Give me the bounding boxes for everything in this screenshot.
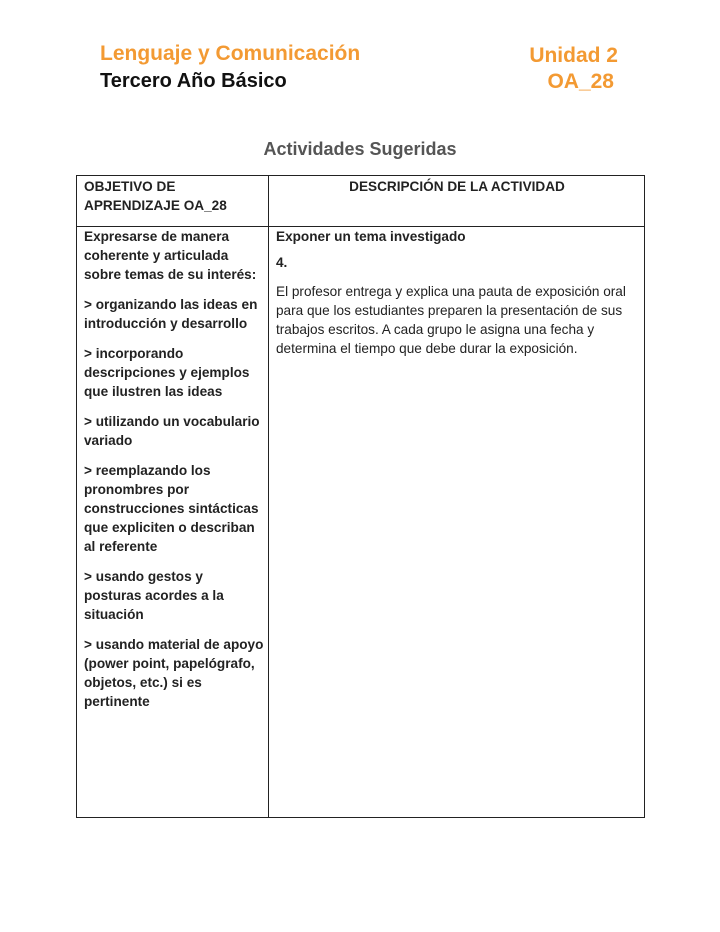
activities-table (76, 175, 645, 818)
table-body-row (77, 227, 645, 818)
objective-cell (77, 227, 269, 818)
activity-title: Exponer un tema investigado (276, 229, 466, 244)
objective-paragraph: > organizando las ideas en introducción y desarrollo (84, 297, 258, 331)
page-header (100, 42, 620, 98)
description-header: DESCRIPCIÓN DE LA ACTIVIDAD (269, 176, 645, 227)
oa-label: OA_28 (547, 70, 614, 93)
subject-title: Lenguaje y Comunicación (100, 42, 361, 65)
objective-paragraph: > reemplazando los pronombres por construcciones sintácticas que expliciten o describan al referente (84, 463, 259, 554)
grade-title: Tercero Año Básico (100, 70, 287, 92)
activity-cell (269, 227, 645, 818)
objective-paragraph: > usando material de apoyo (power point, papelógrafo, objetos, etc.) si es pertinente (84, 637, 264, 709)
objective-paragraph: > utilizando un vocabulario variado (84, 414, 260, 448)
activity-description: El profesor entrega y explica una pauta de exposición oral para que los estudiantes preparen la presentación de sus trabajos escritos. A cada grupo le asigna una fecha y determina el tiempo que debe durar la exposición. (276, 284, 626, 356)
table-header-row (77, 176, 645, 227)
activity-number: 4. (276, 255, 288, 270)
section-title: Actividades Sugeridas (263, 139, 457, 159)
unit-label: Unidad 2 (529, 44, 618, 67)
objective-header: OBJETIVO DE APRENDIZAJE OA_28 (77, 176, 269, 227)
objective-paragraph: > incorporando descripciones y ejemplos que ilustren las ideas (84, 346, 250, 399)
objective-paragraph: Expresarse de manera coherente y articulada sobre temas de su interés: (84, 229, 257, 282)
objective-paragraph: > usando gestos y posturas acordes a la situación (84, 569, 224, 622)
